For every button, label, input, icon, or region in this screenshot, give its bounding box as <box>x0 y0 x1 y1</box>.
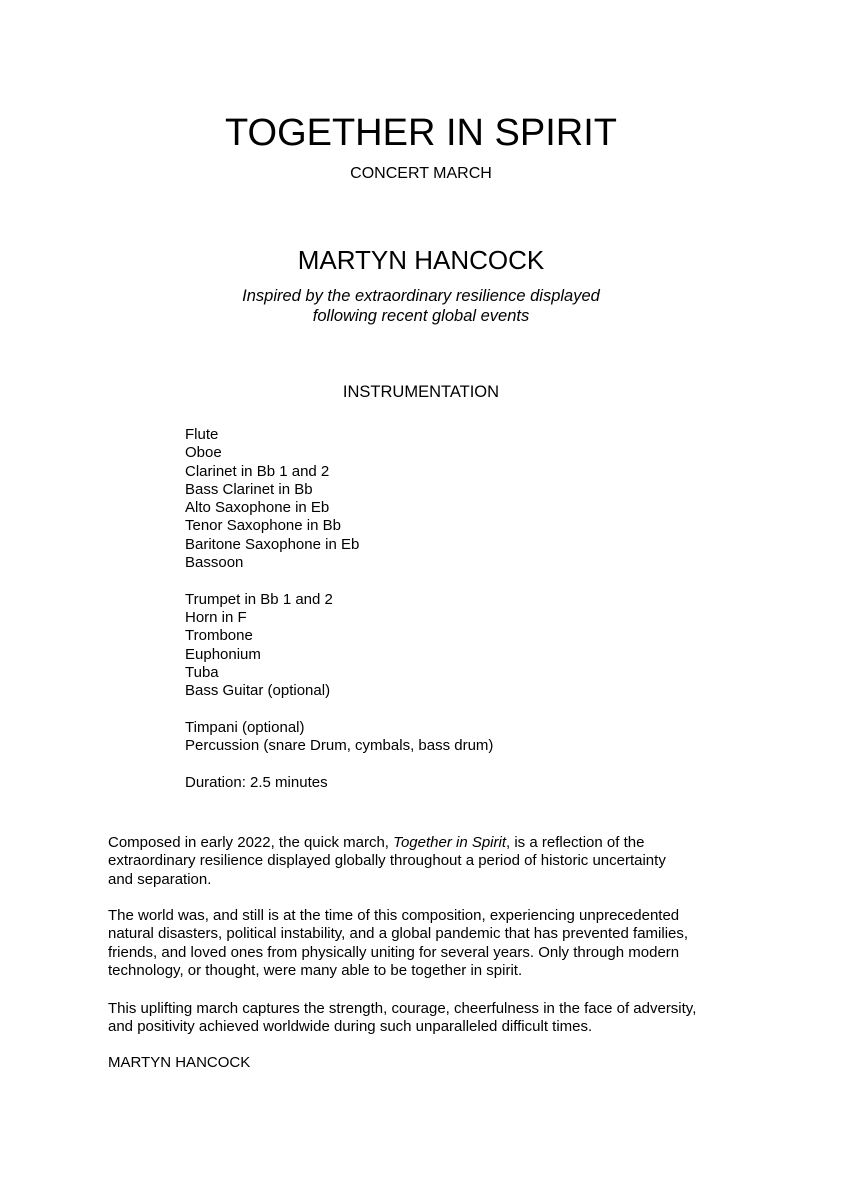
instrument-item: Bass Guitar (optional) <box>185 682 331 700</box>
instrument-item: Baritone Saxophone in Eb <box>185 535 360 553</box>
instrument-item: Clarinet in Bb 1 and 2 <box>185 462 330 480</box>
group-spacer <box>185 700 493 718</box>
inspiration-line: Inspired by the extraordinary resilience displayed <box>242 287 600 305</box>
duration-text: Duration: 2.5 minutes <box>185 774 328 791</box>
instrument-item: Timpani (optional) <box>185 718 305 736</box>
paragraph-line: friends, and loved ones from physically uniting for several years. Only through modern <box>108 943 680 961</box>
page-title: TOGETHER IN SPIRIT <box>224 112 617 154</box>
instrument-item: Trumpet in Bb 1 and 2 <box>185 590 333 608</box>
paragraph-text: Composed in early 2022, the quick march, <box>108 834 394 851</box>
page-subtitle: CONCERT MARCH <box>350 165 492 182</box>
composer-signature: MARTYN HANCOCK <box>108 1054 251 1071</box>
program-note-paragraph <box>108 1000 748 1037</box>
inspiration-line: following recent global events <box>312 307 530 325</box>
group-spacer <box>185 572 493 590</box>
instrument-item: Horn in F <box>185 608 247 626</box>
composer-name: MARTYN HANCOCK <box>297 245 545 275</box>
instrument-item: Trombone <box>185 627 253 645</box>
instrument-item: Flute <box>185 426 219 443</box>
instrument-item: Alto Saxophone in Eb <box>185 499 330 517</box>
instrument-item: Tenor Saxophone in Bb <box>185 517 341 535</box>
instrument-item: Bass Clarinet in Bb <box>185 480 313 498</box>
program-note-paragraph <box>108 907 748 980</box>
paragraph-line: The world was, and still is at the time of this composition, experiencing unprecedented <box>108 907 680 924</box>
paragraph-line <box>108 834 748 852</box>
inspiration-note <box>0 286 842 326</box>
instrumentation-heading: INSTRUMENTATION <box>342 383 500 401</box>
paragraph-line: and positivity achieved worldwide during such unparalleled difficult times. <box>108 1018 593 1036</box>
instrumentation-list <box>185 426 493 755</box>
program-note-paragraph <box>108 834 748 889</box>
paragraph-line: and separation. <box>108 870 212 888</box>
work-title-italic: Together in Spirit <box>393 834 507 851</box>
paragraph-line: natural disasters, political instability, and a global pandemic that has prevented families, <box>108 925 689 943</box>
instrument-item: Euphonium <box>185 645 261 663</box>
paragraph-text: , is a reflection of the <box>506 834 645 851</box>
paragraph-line: This uplifting march captures the strength, courage, cheerfulness in the face of adversity, <box>108 1000 697 1017</box>
paragraph-line: extraordinary resilience displayed globally throughout a period of historic uncertainty <box>108 852 666 870</box>
paragraph-line: technology, or thought, were many able to be together in spirit. <box>108 961 523 979</box>
instrument-item: Percussion (snare Drum, cymbals, bass drum) <box>185 737 494 755</box>
instrument-item: Tuba <box>185 663 219 681</box>
instrument-item: Bassoon <box>185 554 244 572</box>
instrument-item: Oboe <box>185 444 222 462</box>
